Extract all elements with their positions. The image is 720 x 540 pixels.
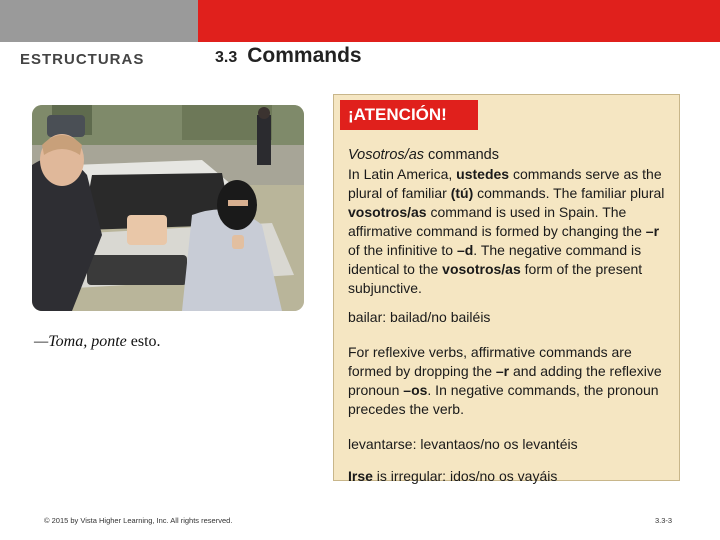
photo-trunk-scene <box>32 105 304 311</box>
panel-title-italic: Vosotros/as <box>348 147 425 163</box>
paragraph-2: For reflexive verbs, affirmative commands are formed by dropping the –r and adding the reflexive pronoun –os. In negative commands, the pronoun precedes the verb. <box>348 344 662 417</box>
caption-end: esto. <box>126 333 161 350</box>
attention-badge: ¡ATENCIÓN! <box>340 100 478 130</box>
footer-copyright: © 2015 by Vista Higher Learning, Inc. All rights reserved. <box>44 516 233 525</box>
footer-page-number: 3.3-3 <box>655 516 673 525</box>
example-levantarse: levantarse: levantaos/no os levantéis <box>348 436 578 452</box>
photo-illustration <box>32 105 304 311</box>
photo-caption <box>34 333 161 351</box>
section-label: ESTRUCTURAS <box>20 51 145 68</box>
caption-italic-word: ponte <box>91 333 127 350</box>
section-title <box>215 44 362 68</box>
section-name: Commands <box>247 44 362 67</box>
paragraph-3: Irse is irregular: idos/no os vayáis <box>348 468 558 484</box>
paragraph-1: In Latin America, ustedes commands serve as the plural of familiar (tú) commands. The familiar plural vosotros/as command is used in Spain. The affirmative command is formed by changing the –r of the infinitive to –d. The negative command is identical to the vosotros/as form of the present subjunctive. <box>348 166 665 296</box>
panel-title <box>348 146 672 165</box>
panel-content <box>348 146 672 486</box>
example-bailar: bailar: bailad/no bailéis <box>348 309 491 325</box>
panel-title-rest: commands <box>424 147 499 163</box>
caption-start: —Toma, <box>34 333 92 350</box>
section-number: 3.3 <box>215 49 238 66</box>
